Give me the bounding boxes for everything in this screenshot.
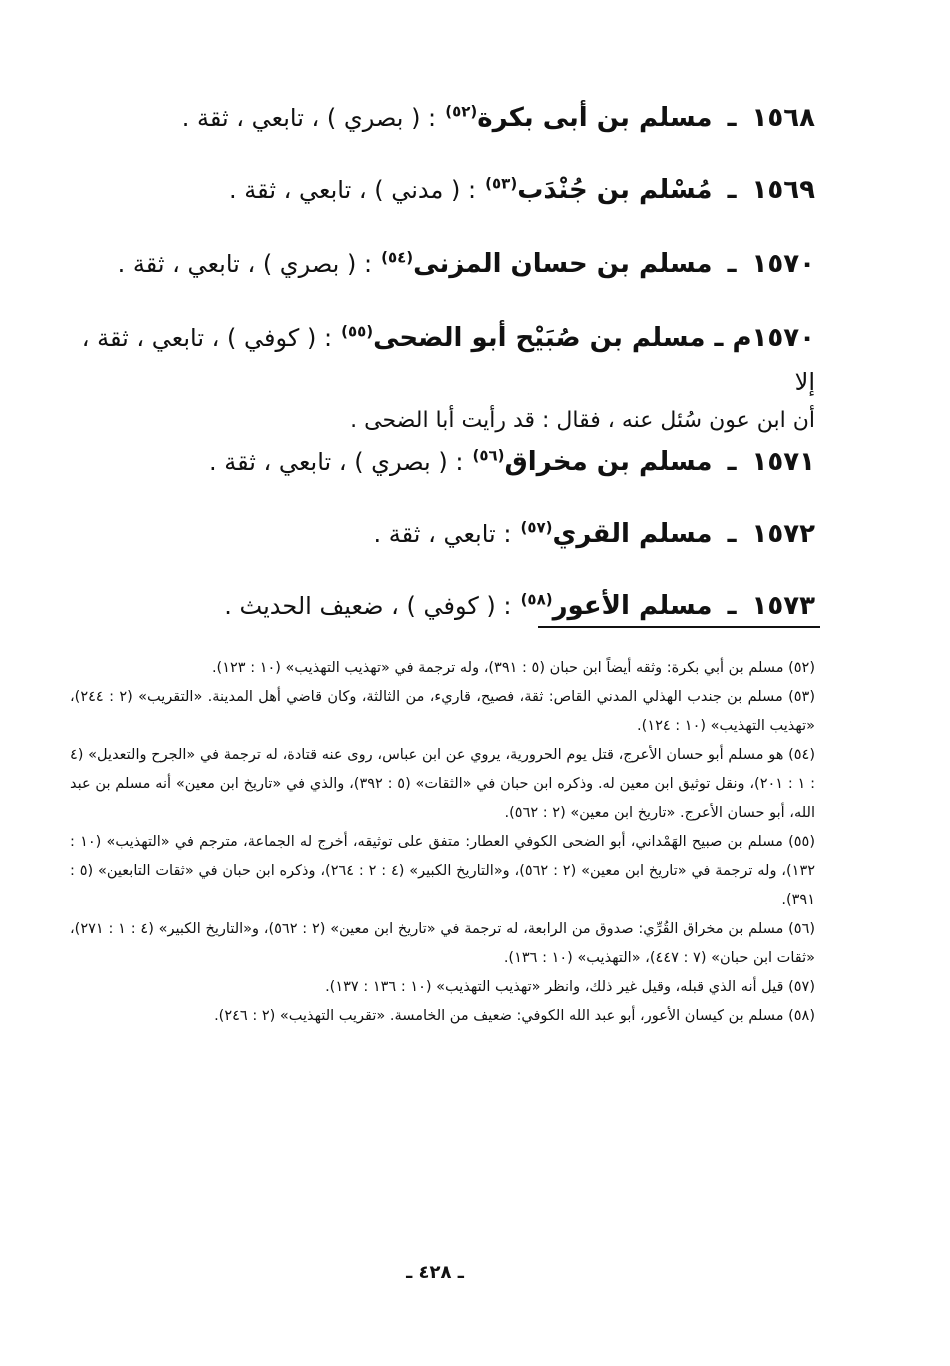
- entry-1572: ١٥٧٢ ـ مسلم القري$^{(٥٧)}$ : تابعي ، ثقة .: [373, 518, 815, 549]
- entry-name: مسلم بن صُبَيْح أبو الضحى: [373, 323, 706, 353]
- entry-name: مسلم الأعور: [552, 591, 713, 621]
- entry-number: ١٥٦٨: [751, 103, 815, 133]
- entry-number: ١٥٧٢: [751, 519, 815, 549]
- entry-1570: ١٥٧٠ ـ مسلم بن حسان المزنى$^{(٥٤)}$ : ( بصري ) ، تابعي ، ثقة .: [117, 248, 815, 279]
- footnote-55: (٥٥) مسلم بن صبيح الهَمْداني، أبو الضحى الكوفي العطار: متفق على توثيقه، أخرج له الجماعة، مترجم في «التهذيب» (١٠ : ١٣٢)، وله ترجمة في «تاريخ ابن معين» (٢ : ٥٦٢)، و«التاريخ الكبير» (٤ : ٢ : ٢٦٤)، وذكره ابن حبان في «ثقات التابعين» (٥ : ٣٩١).: [70, 834, 816, 908]
- footnote-ref: (٥٧): [520, 518, 553, 537]
- entry-name: مُسْلم بن جُنْدَب: [517, 175, 713, 205]
- footnote-ref: (٥٤): [381, 248, 414, 267]
- entry-details: : تابعي ، ثقة .: [373, 520, 512, 548]
- entry-name: مسلم القري: [552, 519, 713, 549]
- entry-details: : ( بصري ) ، تابعي ، ثقة .: [181, 104, 437, 132]
- entry-number: ١٥٦٩: [751, 175, 815, 205]
- entry-number: ١٥٧٠: [751, 249, 815, 279]
- entry-number: ١٥٧٣: [751, 591, 815, 621]
- entry-name: مسلم بن أبى بكرة: [477, 103, 713, 133]
- entry-details: : ( كوفي ) ، تابعي ، ثقة ، إلا: [81, 324, 815, 396]
- footnote-54: (٥٤) هو مسلم أبو حسان الأعرج، قتل يوم الحرورية، يروي عن ابن عباس، روى عنه قتادة، له ترجمة في «الجرح والتعديل» (٤ : ١ : ٢٠١)، ونقل توثيق ابن معين له. وذكره ابن حبان في «الثقات» (٥ : ٣٩٢)، والذي في «تاريخ ابن معين» أنه مسلم بن عبد الله، أبو حسان الأعرج. «تاريخ ابن معين» (٢ : ٥٦٢).: [70, 747, 816, 821]
- entry-continuation: أن ابن عون سُئل عنه ، فقال : قد رأيت أبا الضحى .: [350, 408, 815, 433]
- footnote-53: (٥٣) مسلم بن جندب الهذلي المدني القاص: ثقة، فصيح، قاريء، من الثالثة، وكان قاضي أهل المدينة. «التقريب» (٢ : ٢٤٤)، «تهذيب التهذيب» (١٠ : ١٢٤).: [70, 689, 816, 734]
- footnote-ref: (٥٥): [341, 322, 374, 341]
- entry-1573: ١٥٧٣ ـ مسلم الأعور$^{(٥٨)}$ : ( كوفي ) ، ضعيف الحديث .: [224, 590, 815, 621]
- footnote-52: (٥٢) مسلم بن أبي بكرة: وثقه أيضاً ابن حبان (٥ : ٣٩١)، وله ترجمة في «تهذيب التهذيب» (١٠ : ١٢٣).: [211, 660, 815, 676]
- entry-number: ١٥٧١: [751, 447, 815, 477]
- footnote-57: (٥٧) قيل أنه الذي قبله، وقيل غير ذلك، وانظر «تهذيب التهذيب» (١٠ : ١٣٦ : ١٣٧).: [325, 979, 815, 995]
- page-number: ـ ٤٢٨ ـ: [406, 1262, 464, 1283]
- entry-name: مسلم بن مخراق: [504, 447, 713, 477]
- entry-name: مسلم بن حسان المزنى: [413, 249, 713, 279]
- footnote-divider: [538, 626, 820, 628]
- footnote-ref: (٥٣): [485, 174, 518, 193]
- footnotes-section: [70, 654, 815, 1031]
- entry-details: : ( بصري ) ، تابعي ، ثقة .: [208, 448, 464, 476]
- entry-1569: ١٥٦٩ ـ مُسْلم بن جُنْدَب$^{(٥٣)}$ : ( مدني ) ، تابعي ، ثقة .: [229, 174, 815, 205]
- entry-1570m: ١٥٧٠م ـ مسلم بن صُبَيْح أبو الضحى$^{(٥٥)}$ : ( كوفي ) ، تابعي ، ثقة ، إلا أن ابن عون سُئل عنه ، فقال : قد رأيت أبا الضحى .: [75, 316, 815, 438]
- footnote-ref: (٥٨): [520, 590, 553, 609]
- footnote-56: (٥٦) مسلم بن مخراق القُرِّي: صدوق من الرابعة، له ترجمة في «تاريخ ابن معين» (٢ : ٥٦٢)، و«التاريخ الكبير» (٤ : ١ : ٢٧١)، «ثقات ابن حبان» (٧ : ٤٤٧)، «التهذيب» (١٠ : ١٣٦).: [70, 921, 816, 966]
- entry-details: : ( بصري ) ، تابعي ، ثقة .: [117, 250, 373, 278]
- entry-1571: ١٥٧١ ـ مسلم بن مخراق$^{(٥٦)}$ : ( بصري ) ، تابعي ، ثقة .: [208, 446, 815, 477]
- entry-details: : ( كوفي ) ، ضعيف الحديث .: [224, 592, 512, 620]
- entry-number: ١٥٧٠م: [732, 323, 815, 353]
- footnote-ref: (٥٦): [472, 446, 505, 465]
- entry-1568: ١٥٦٨ ـ مسلم بن أبى بكرة$^{(٥٢)}$ : ( بصري ) ، تابعي ، ثقة .: [181, 102, 815, 133]
- entry-details: : ( مدني ) ، تابعي ، ثقة .: [229, 176, 477, 204]
- footnote-ref: (٥٢): [445, 102, 478, 121]
- footnote-58: (٥٨) مسلم بن كيسان الأعور، أبو عبد الله الكوفي: ضعيف من الخامسة. «تقريب التهذيب» (٢ : ٢٤٦).: [214, 1008, 815, 1024]
